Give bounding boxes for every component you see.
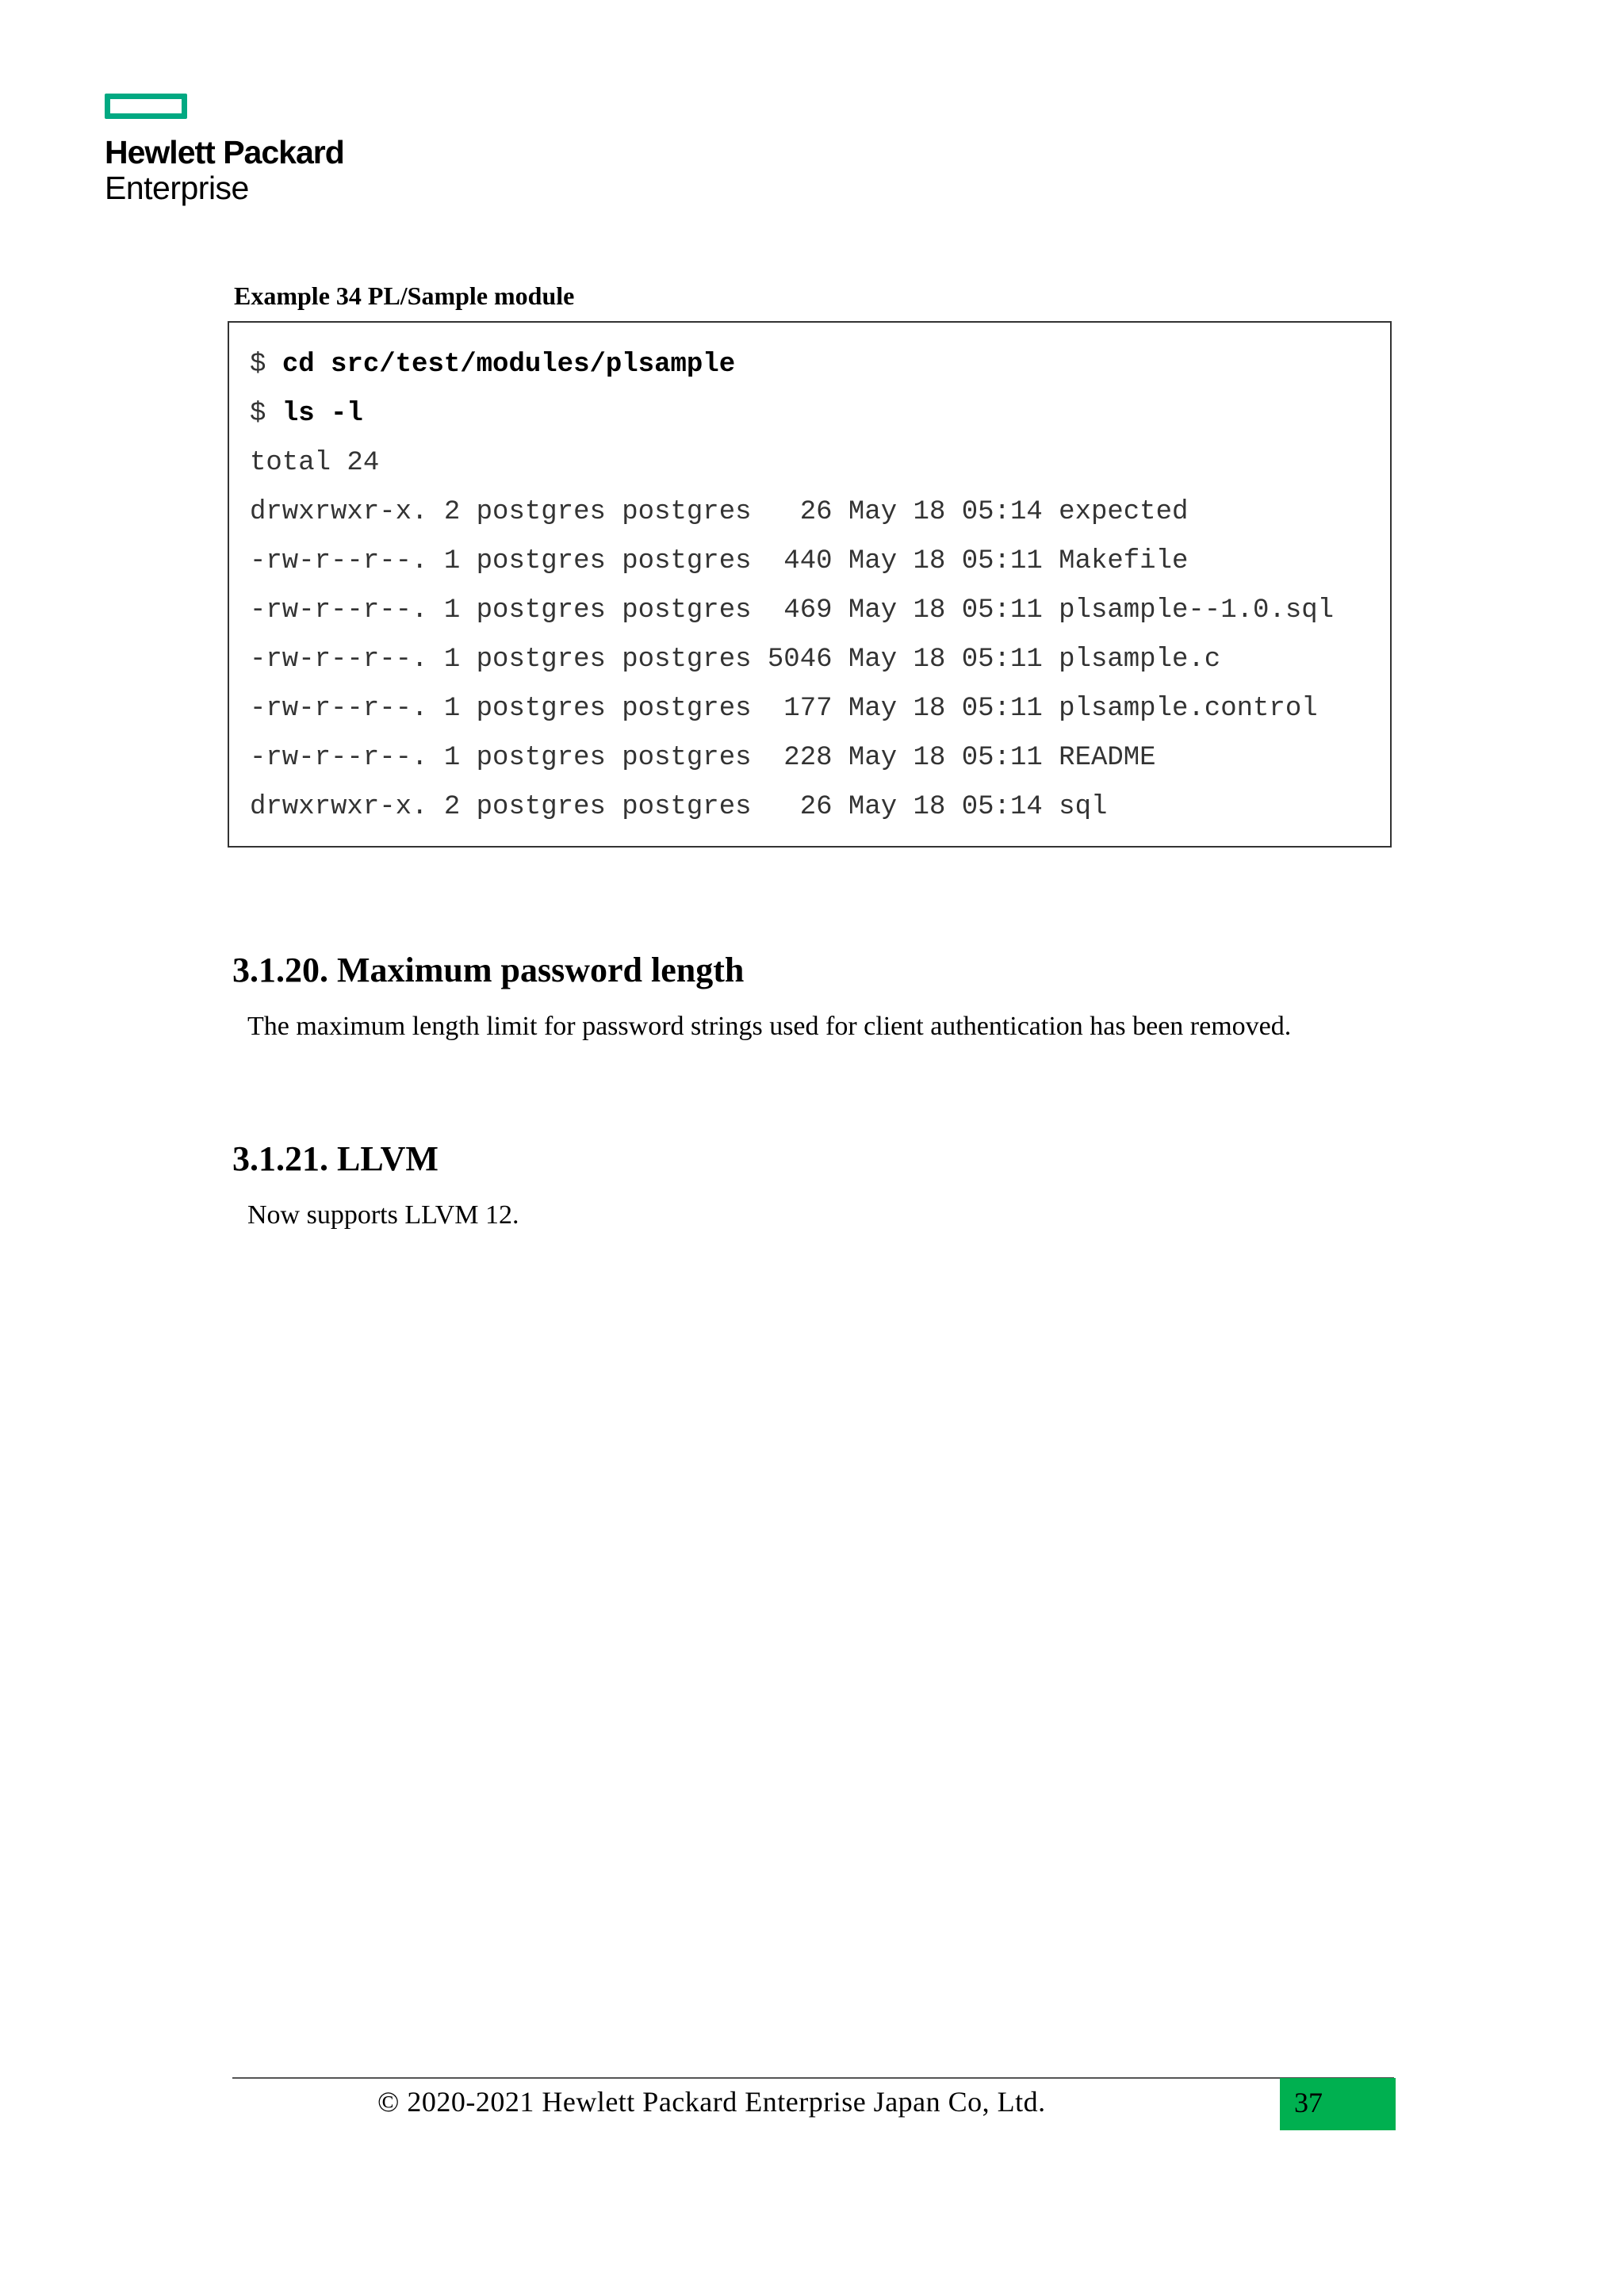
code-line: -rw-r--r--. 1 postgres postgres 469 May 18 05:11 plsample--1.0.sql bbox=[250, 595, 1335, 626]
code-line: $ cd src/test/modules/plsample bbox=[250, 350, 736, 380]
code-line: total 24 bbox=[250, 448, 380, 478]
code-line: -rw-r--r--. 1 postgres postgres 5046 May 18 05:11 plsample.c bbox=[250, 645, 1221, 675]
logo-line2: Enterprise bbox=[105, 170, 249, 206]
page-number: 37 bbox=[1294, 2087, 1323, 2118]
footer-divider bbox=[232, 2077, 1394, 2079]
hpe-logo-bar bbox=[105, 94, 187, 119]
code-line: -rw-r--r--. 1 postgres postgres 228 May 18 05:11 README bbox=[250, 743, 1156, 773]
section-body: Now supports LLVM 12. bbox=[247, 1200, 519, 1230]
code-line: $ ls -l bbox=[250, 399, 363, 429]
section-heading: 3.1.20. Maximum password length bbox=[232, 951, 745, 989]
code-line: drwxrwxr-x. 2 postgres postgres 26 May 18 05:14 expected bbox=[250, 497, 1189, 527]
section-body: The maximum length limit for password strings used for client authentication has been removed. bbox=[247, 1012, 1292, 1041]
code-line: drwxrwxr-x. 2 postgres postgres 26 May 18 05:14 sql bbox=[250, 792, 1108, 822]
example-caption: Example 34 PL/Sample module bbox=[234, 281, 575, 310]
logo-line1: Hewlett Packard bbox=[105, 134, 344, 170]
code-block bbox=[228, 321, 1392, 848]
code-line: -rw-r--r--. 1 postgres postgres 440 May 18 05:11 Makefile bbox=[250, 546, 1189, 576]
footer-copyright: © 2020-2021 Hewlett Packard Enterprise Japan Co, Ltd. bbox=[377, 2086, 1046, 2118]
section-heading: 3.1.21. LLVM bbox=[232, 1139, 439, 1178]
hpe-logo bbox=[105, 94, 344, 206]
page-number-box bbox=[1280, 2078, 1396, 2130]
code-line: -rw-r--r--. 1 postgres postgres 177 May 18 05:11 plsample.control bbox=[250, 694, 1318, 724]
